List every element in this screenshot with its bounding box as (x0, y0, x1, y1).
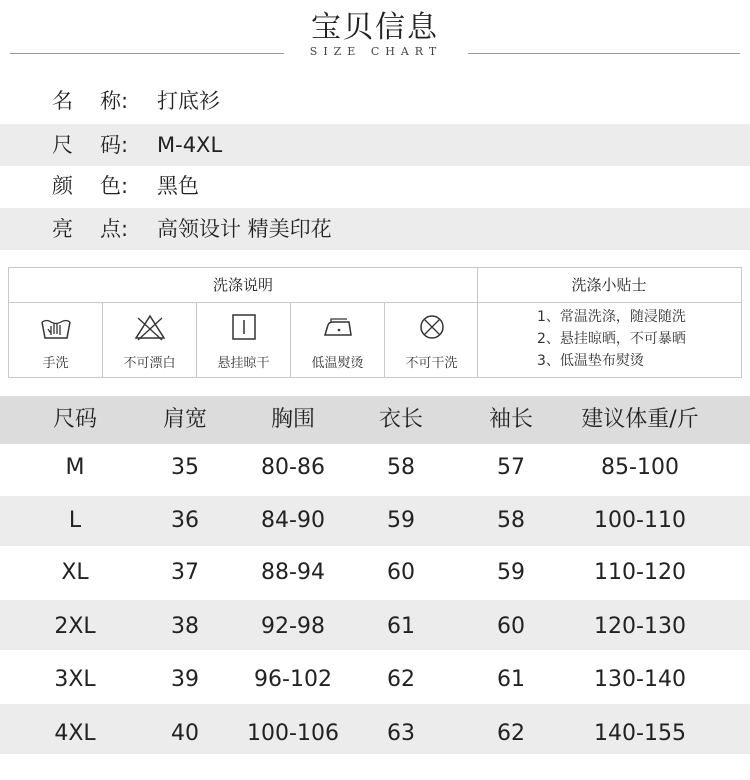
size-table-header (0, 396, 750, 444)
cell-shoulder: 36 (171, 508, 199, 533)
info-label-char: 名 (52, 89, 73, 113)
table-row (0, 444, 750, 496)
care-item-label: 手洗 (42, 356, 69, 371)
table-row (0, 650, 750, 704)
cell-size: 3XL (54, 667, 96, 692)
cell-length: 62 (387, 667, 415, 692)
table-row (0, 704, 750, 754)
cell-size: M (65, 455, 85, 480)
care-item-no-dry-clean (385, 303, 478, 377)
cell-weight: 130-140 (594, 667, 686, 692)
table-row (0, 600, 750, 650)
cell-chest: 92-98 (261, 614, 325, 639)
column-header-sleeve: 袖长 (488, 407, 533, 432)
cell-length: 59 (387, 508, 415, 533)
info-label-char: 点: (100, 217, 129, 241)
info-value: 打底衫 (157, 89, 220, 113)
care-item-hang-dry (197, 303, 290, 377)
subtitle-row (0, 43, 750, 63)
care-item-no-bleach (103, 303, 196, 377)
info-label-char: 尺 (52, 133, 73, 157)
no-bleach-icon (133, 313, 167, 341)
cell-chest: 88-94 (261, 560, 325, 585)
cell-length: 63 (387, 721, 415, 746)
info-label-char: 称: (100, 89, 129, 113)
page-subtitle: SIZE CHART (309, 45, 443, 58)
info-label-char: 码: (100, 133, 129, 157)
cell-sleeve: 58 (497, 508, 525, 533)
care-item-hand-wash (9, 303, 102, 377)
no-dry-clean-icon (415, 313, 449, 341)
cell-chest: 80-86 (261, 455, 325, 480)
cell-weight: 110-120 (594, 560, 686, 585)
hand-wash-icon (39, 313, 73, 341)
subtitle-divider-left (10, 53, 284, 54)
column-header-size: 尺码 (52, 407, 97, 432)
cell-shoulder: 35 (171, 455, 199, 480)
cell-weight: 100-110 (594, 508, 686, 533)
info-label-char: 颜 (52, 174, 73, 198)
care-tip: 2、悬挂晾晒，不可暴晒 (537, 331, 686, 347)
care-item-low-iron (291, 303, 384, 377)
page-title: 宝贝信息 (311, 10, 439, 45)
hang-dry-icon (227, 313, 261, 341)
cell-weight: 120-130 (594, 614, 686, 639)
cell-length: 58 (387, 455, 415, 480)
info-label-char: 亮 (52, 217, 73, 241)
info-row-color (0, 165, 750, 207)
info-label-char: 色: (100, 174, 129, 198)
cell-chest: 96-102 (254, 667, 332, 692)
cell-size: XL (61, 560, 89, 585)
info-value: M-4XL (157, 133, 223, 157)
cell-shoulder: 40 (171, 721, 199, 746)
table-row (0, 546, 750, 600)
cell-shoulder: 39 (171, 667, 199, 692)
care-instructions-title: 洗涤说明 (9, 268, 477, 303)
cell-weight: 140-155 (594, 721, 686, 746)
cell-length: 61 (387, 614, 415, 639)
care-item-label: 不可干洗 (405, 356, 458, 371)
info-row-name (0, 80, 750, 122)
cell-sleeve: 60 (497, 614, 525, 639)
cell-sleeve: 61 (497, 667, 525, 692)
cell-chest: 100-106 (247, 721, 339, 746)
column-header-length: 衣长 (378, 407, 423, 432)
care-tip: 3、低温垫布熨烫 (537, 353, 644, 369)
care-tips-title: 洗涤小贴士 (477, 268, 741, 303)
care-tip: 1、常温洗涤，随浸随洗 (537, 309, 686, 325)
info-row-size (0, 124, 750, 166)
care-item-label: 不可漂白 (123, 356, 176, 371)
cell-shoulder: 37 (171, 560, 199, 585)
cell-size: L (68, 508, 82, 533)
cell-sleeve: 59 (497, 560, 525, 585)
subtitle-divider-right (468, 53, 740, 54)
table-row (0, 496, 750, 546)
cell-size: 2XL (54, 614, 96, 639)
cell-shoulder: 38 (171, 614, 199, 639)
care-item-label: 悬挂晾干 (217, 356, 270, 371)
cell-weight: 85-100 (601, 455, 679, 480)
cell-size: 4XL (54, 721, 96, 746)
cell-length: 60 (387, 560, 415, 585)
care-item-label: 低温熨烫 (311, 356, 364, 371)
info-value: 黑色 (157, 174, 199, 198)
info-value: 高领设计 精美印花 (157, 217, 332, 241)
info-row-highlight (0, 208, 750, 250)
column-header-weight: 建议体重/斤 (581, 407, 699, 432)
cell-sleeve: 62 (497, 721, 525, 746)
low-iron-icon (321, 313, 355, 341)
column-header-shoulder: 肩宽 (162, 407, 207, 432)
cell-chest: 84-90 (261, 508, 325, 533)
care-tips-list (477, 303, 741, 377)
care-instructions-table (8, 267, 742, 378)
column-header-chest: 胸围 (270, 407, 315, 432)
cell-sleeve: 57 (497, 455, 525, 480)
